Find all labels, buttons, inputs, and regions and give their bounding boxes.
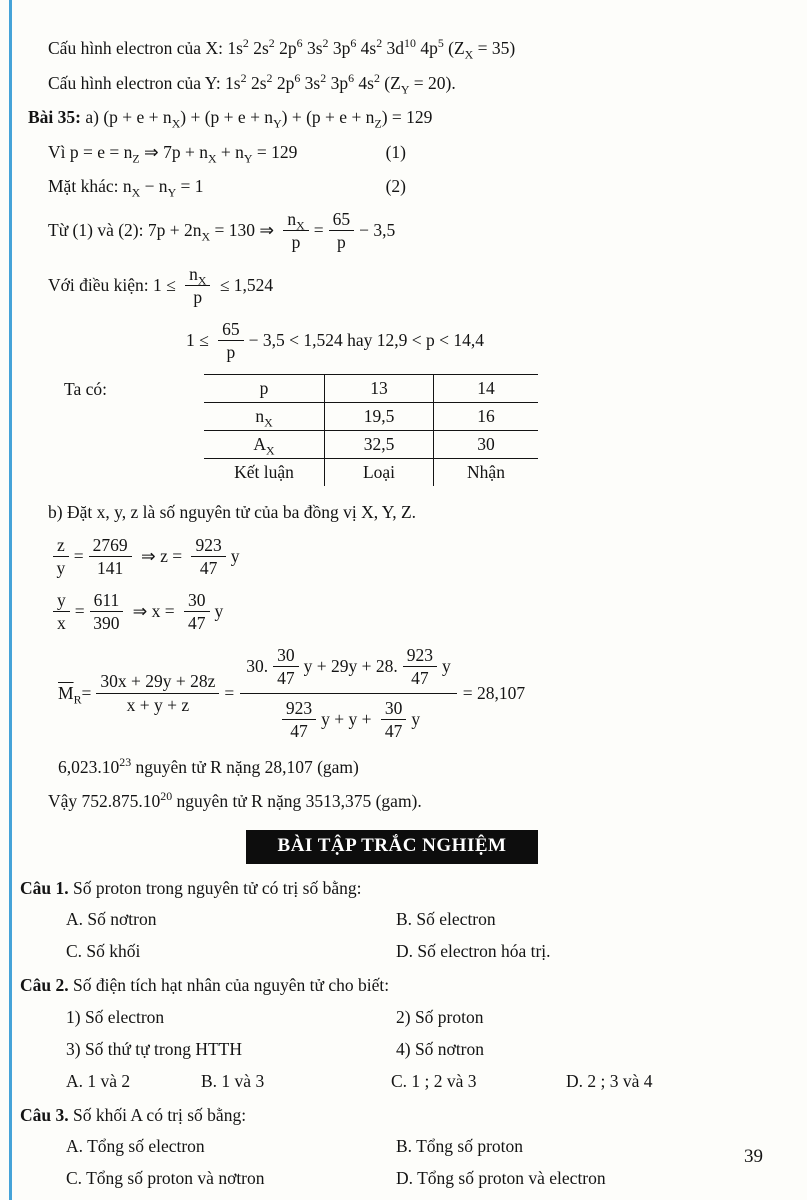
fraction-numerator: 923 [282,698,316,720]
equals-sign: = [73,545,84,566]
option-c: C. Tổng số proton và nơtron [66,1168,265,1189]
fraction-denominator: 390 [93,613,120,634]
equals-sign: = [81,682,92,703]
numerator-text: y [442,656,451,677]
inequality-prefix: 1 ≤ [186,330,214,351]
denominator-text: y + y + [321,708,376,729]
table-row [204,375,538,403]
fraction-denominator: 47 [277,668,295,689]
option-d: D. Tổng số proton và electron [396,1168,606,1189]
page-number: 39 [744,1146,763,1167]
fraction-923-47 [403,645,437,688]
result-value: = 28,107 [462,682,526,703]
fraction-nx-p [185,264,210,307]
numerator-text: y + 29y + 28. [303,656,398,677]
option-b: B. Tổng số proton [396,1136,524,1157]
table-cell: 13 [325,375,434,403]
denominator-text: y [411,708,421,729]
fraction-denominator: 47 [199,557,218,578]
fraction-denominator: x [57,613,66,634]
fraction-65-p [218,319,244,362]
option-c: C. 1 ; 2 và 3 [391,1070,477,1091]
mr-subscript: R [73,692,82,706]
table-cell: p [204,375,325,403]
equation-line-1 [48,140,406,165]
big-fraction-numerator [240,645,457,693]
table-row [204,431,538,459]
big-fraction [240,645,457,741]
fraction-numerator: 611 [90,590,124,612]
equals-sign: = [74,601,85,622]
equation-line-2 [48,174,406,199]
result-table [204,374,538,486]
conclusion-line: Vậy 752.875.10$^{20}$ nguyên tử R nặng 3513,375 (gam). [48,789,422,812]
question-2-items [66,1007,779,1060]
quiz-section-header: BÀI TẬP TRẮC NGHIỆM [246,830,538,864]
table-row [204,459,538,487]
derivation-prefix: Từ (1) và (2): $7p + 2n_X = 130$ ⇒ [48,219,279,244]
question-1 [20,876,779,901]
ratio-yx-row [48,590,779,633]
problem-35-line [28,105,779,130]
table-cell: $A_X$ [204,431,325,459]
fraction-y-x [53,590,70,633]
fraction-numerator: $n_X$ [185,264,210,286]
implies-z: ⇒ z = [136,545,187,566]
option-d: D. Số electron hóa trị. [396,941,551,962]
fraction-denominator: y [56,557,66,578]
item-3: 3) Số thứ tự trong HTTH [66,1038,242,1059]
fraction-nx-p [283,209,308,252]
fraction-numerator: 923 [403,645,437,667]
fraction-denominator: p [336,231,346,252]
fraction-numerator: 30x + 29y + 28z [96,671,219,693]
table-cell: 30 [434,431,539,459]
condition-prefix: Với điều kiện: 1 ≤ [48,274,181,295]
margin-rule-line [9,0,12,1200]
option-d: D. 2 ; 3 và 4 [566,1070,653,1091]
fraction-denominator: 47 [188,613,206,634]
fraction-numerator: 923 [191,535,225,557]
question-3-text: Số khối A có trị số bằng: [68,1104,247,1125]
equals-sign: = [313,219,324,240]
table-cell: Kết luận [234,462,294,483]
question-2-label: Câu 2. [20,975,69,996]
part-b-line: b) Đặt x, y, z là số nguyên tử của ba đồng vị X, Y, Z. [48,502,417,523]
table-cell: Nhận [434,459,539,487]
question-3-options [66,1136,779,1189]
fraction-30-47 [381,698,407,741]
variable-y: y [230,545,240,566]
fraction-30-47 [273,645,299,688]
fraction-numerator: 30 [381,698,407,720]
derivation-row [48,209,779,252]
item-4: 4) Số nơtron [396,1038,485,1059]
fraction-denominator: p [193,286,203,307]
question-1-label: Câu 1. [20,877,69,898]
variable-y: y [214,601,224,622]
question-2-options [66,1071,779,1092]
fraction-denominator: 47 [384,720,403,741]
average-mass-row [58,645,779,741]
fraction-30-47 [184,590,210,633]
item-2: 2) Số proton [396,1006,484,1027]
fraction-mass-formula [96,671,219,714]
implies-x: ⇒ x = [128,601,180,622]
table-cell: 16 [434,403,539,431]
fraction-numerator: z [53,535,69,557]
fraction-numerator: y [53,590,70,612]
question-2-text: Số điện tích hạt nhân của nguyên tử cho biết: [68,975,390,996]
table-intro: Ta có: [64,379,107,400]
fraction-2769-141 [89,535,132,578]
fraction-denominator: 47 [411,668,429,689]
fraction-923-47 [282,698,316,741]
option-c: C. Số khối [66,941,141,962]
table-cell: 19,5 [325,403,434,431]
numerator-text: 30. [246,656,269,677]
fraction-denominator: p [291,231,301,252]
fraction-numerator: $n_X$ [283,209,308,231]
fraction-65-p [329,209,355,252]
condition-suffix: ≤ 1,524 [215,274,274,295]
question-2 [20,973,779,998]
equation-vi: Vì $p = e = n_Z$ ⇒ $7p + n_X + n_Y = 129$ [48,141,298,165]
equation-number-2: (2) [385,176,406,196]
inequality-row [186,319,779,362]
question-3-label: Câu 3. [20,1104,69,1125]
electron-config-x: Cấu hình electron của X: $1s^2$ $2s^2$ $2p^6$ $3s^2$ $3p^6$ $4s^2$ $3d^{10}$ $4p^5$ $(Z_X = 35)$ [48,36,516,62]
equation-number-1: (1) [385,141,406,162]
question-3 [20,1103,779,1128]
table-cell: $n_X$ [204,403,325,431]
fraction-923-47 [191,535,225,578]
fraction-denominator: p [226,342,236,363]
result-table-block [64,374,779,486]
question-1-options [66,909,779,962]
fraction-z-y [53,535,69,578]
option-b: B. Số electron [396,909,496,930]
mr-letter: $\overline{M}$ [58,682,74,703]
equation-matkhac: Mặt khác: $n_X - n_Y = 1$ [48,176,204,200]
option-b: B. 1 và 3 [201,1070,265,1091]
avogadro-line: 6,023.10$^{23}$ nguyên tử R nặng 28,107 (gam) [58,754,359,777]
question-1-text: Số proton trong nguyên tử có trị số bằng: [68,877,362,898]
condition-row [48,264,779,307]
option-a: A. Tổng số electron [66,1136,205,1157]
fraction-denominator: 47 [290,720,308,741]
equals-sign: = [224,682,235,703]
electron-config-y: Cấu hình electron của Y: $1s^2$ $2s^2$ $2p^6$ $3s^2$ $3p^6$ $4s^2$ $(Z_Y = 20)$. [48,70,456,96]
fraction-611-390 [90,590,124,633]
fraction-denominator: 141 [97,557,124,578]
ratio-zy-row [48,535,779,578]
fraction-numerator: 65 [329,209,355,231]
problem-35-label: Bài 35: [28,107,81,127]
item-1: 1) Số electron [66,1006,165,1027]
table-cell: 14 [434,375,539,403]
table-cell: 32,5 [325,431,434,459]
option-a: A. Số nơtron [66,909,157,930]
big-fraction-denominator [277,694,420,741]
fraction-numerator: 65 [218,319,244,341]
inequality-suffix: − 3,5 < 1,524 hay 12,9 < p < 14,4 [248,330,484,351]
option-a: A. 1 và 2 [66,1070,131,1091]
mr-symbol [58,683,82,704]
table-cell: Loại [325,459,434,487]
fraction-numerator: 30 [184,590,210,612]
problem-35-part-a: a) $(p + e + n_X) + (p + e + n_Y) + (p + e + n_Z) = 129$ [81,107,433,131]
derivation-suffix: − 3,5 [359,219,396,240]
fraction-denominator: x + y + z [126,694,190,715]
table-row [204,403,538,431]
fraction-numerator: 2769 [89,535,132,557]
fraction-numerator: 30 [273,645,299,667]
